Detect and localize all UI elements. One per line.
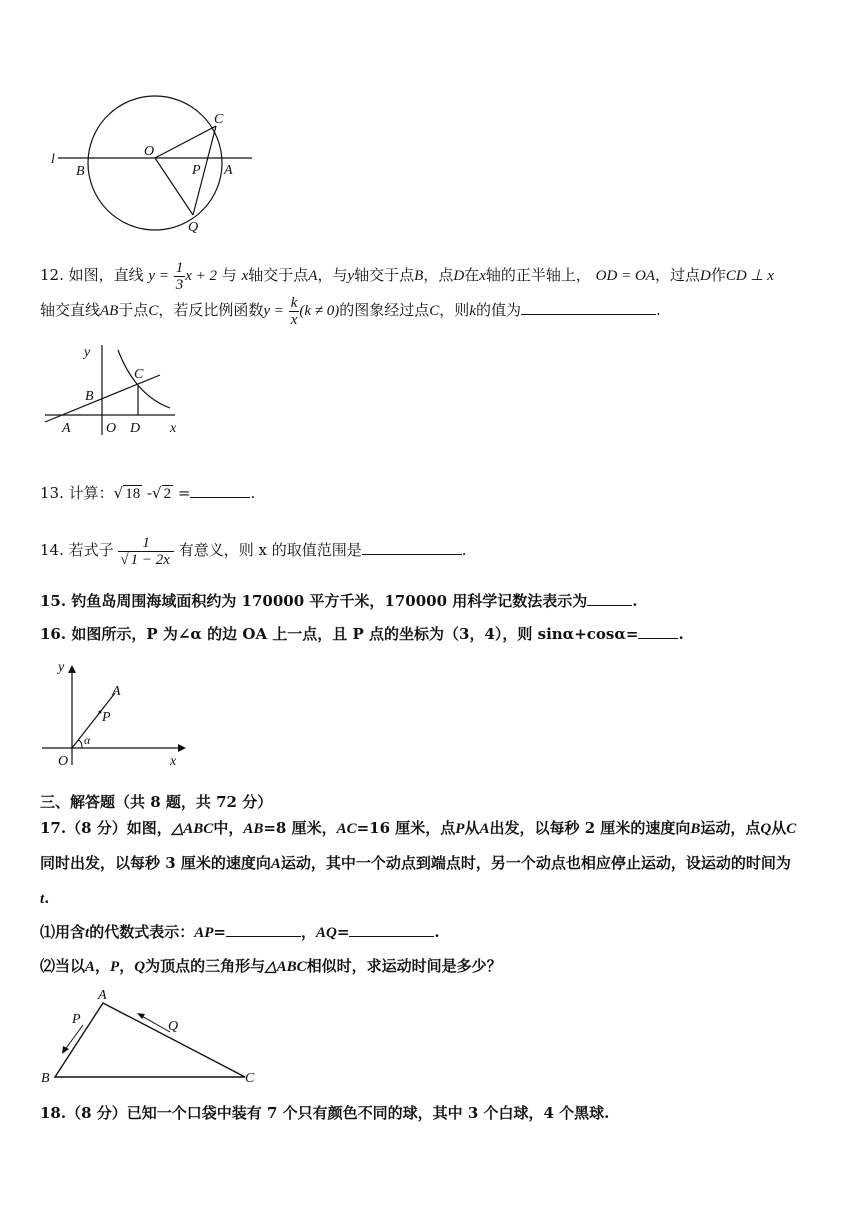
fraction-q14: $\frac{1}{√ 1 - 2x}$ bbox=[118, 535, 174, 568]
label-A: A bbox=[224, 163, 233, 178]
label-P: P bbox=[192, 163, 201, 178]
label-A: A bbox=[98, 988, 107, 1003]
question-12-line1: 12. 如图，直线 y = $\frac{1}{3}$ x + 2 与 x轴交于点A，与y轴交于点B，点D在x轴的正半轴上， OD = OA，过点D作CD ⊥ x bbox=[40, 259, 774, 293]
circle-figure bbox=[40, 88, 270, 248]
label-C: C bbox=[245, 1071, 255, 1086]
arrow-P-head bbox=[62, 1046, 69, 1054]
label-x: x bbox=[170, 754, 177, 769]
label-l: l bbox=[51, 152, 55, 167]
answer-blank-12[interactable] bbox=[521, 300, 656, 315]
label-O: O bbox=[144, 144, 155, 159]
y-arrow bbox=[68, 665, 76, 673]
question-17-part2: ⑵当以A，P，Q为顶点的三角形与△ABC相似时，求运动时间是多少？ bbox=[40, 957, 502, 975]
segment-OC bbox=[155, 126, 216, 158]
label-Q: Q bbox=[168, 1019, 179, 1034]
question-12-line2: 轴交直线AB于点C，若反比例函数y = $\frac{k}{x}$ (k ≠ 0)的图象经过点C，则k的值为 . bbox=[40, 294, 661, 328]
label-y: y bbox=[84, 345, 91, 360]
question-17-line3: t. bbox=[40, 889, 50, 907]
answer-blank-14[interactable] bbox=[362, 540, 462, 555]
hyperbola bbox=[118, 350, 170, 408]
answer-blank-15[interactable] bbox=[587, 591, 632, 606]
label-P: P bbox=[72, 1012, 81, 1027]
label-y: y bbox=[58, 660, 65, 675]
label-P: P bbox=[102, 710, 111, 725]
label-D: D bbox=[130, 421, 141, 436]
sqrt-symbol: √ bbox=[113, 484, 124, 502]
section-heading: 三、解答题（共 8 题，共 72 分） bbox=[40, 793, 273, 811]
angle-figure-16 bbox=[40, 655, 190, 770]
question-16: 16. 如图所示，P 为∠α 的边 OA 上一点，且 P 点的坐标为（3，4），则 sinα+cosα= . bbox=[40, 625, 684, 643]
triangle-figure-17 bbox=[38, 985, 268, 1090]
label-B: B bbox=[76, 164, 85, 179]
question-15: 15. 钓鱼岛周围海域面积约为 170000 平方千米，170000 用科学记数法表示为 . bbox=[40, 592, 638, 610]
x-arrow bbox=[178, 744, 186, 752]
label-O: O bbox=[106, 421, 117, 436]
answer-blank-13[interactable] bbox=[190, 483, 250, 498]
label-A: A bbox=[62, 421, 71, 436]
answer-blank-AP[interactable] bbox=[226, 922, 301, 937]
label-A: A bbox=[112, 684, 121, 699]
angle-arc bbox=[78, 740, 82, 748]
label-O: O bbox=[58, 754, 69, 769]
label-alpha: α bbox=[84, 733, 91, 747]
label-C: C bbox=[214, 112, 224, 127]
label-B: B bbox=[41, 1071, 50, 1086]
question-14: 14. 若式子 $\frac{1}{√ 1 - 2x}$ 有意义，则 x 的取值范围是 . bbox=[40, 534, 467, 568]
segment-OQ bbox=[155, 158, 193, 215]
fraction-one-third: $\frac{1}{3}$ bbox=[175, 259, 184, 293]
label-Q: Q bbox=[188, 220, 199, 235]
answer-blank-AQ[interactable] bbox=[349, 922, 434, 937]
graph-figure-12 bbox=[40, 340, 200, 440]
sqrt-symbol: √ bbox=[152, 484, 162, 502]
question-18: 18.（8 分）已知一个口袋中装有 7 个只有颜色不同的球，其中 3 个白球，4 个黑球. bbox=[40, 1104, 610, 1122]
label-x: x bbox=[170, 421, 177, 436]
question-17-line2: 同时出发，以每秒 3 厘米的速度向A运动，其中一个动点到端点时，另一个动点也相应停止运动，设运动的时间为 bbox=[40, 854, 791, 872]
label-B: B bbox=[85, 389, 94, 404]
question-17-line1: 17.（8 分）如图，△ABC中，AB=8 厘米，AC=16 厘米，点P从A出发，以每秒 2 厘米的速度向B运动，点Q从C bbox=[40, 819, 797, 837]
fraction-k-over-x: $\frac{k}{x}$ bbox=[290, 294, 298, 328]
label-C: C bbox=[134, 367, 144, 382]
question-13: 13. 计算：√ 18 -√ 2 = . bbox=[40, 484, 256, 502]
arrow-Q-head bbox=[137, 1013, 145, 1019]
circle bbox=[88, 96, 222, 230]
question-17-part1: ⑴用含t的代数式表示：AP= ，AQ= . bbox=[40, 923, 440, 941]
triangle-ABC bbox=[55, 1003, 245, 1077]
answer-blank-16[interactable] bbox=[638, 624, 678, 639]
